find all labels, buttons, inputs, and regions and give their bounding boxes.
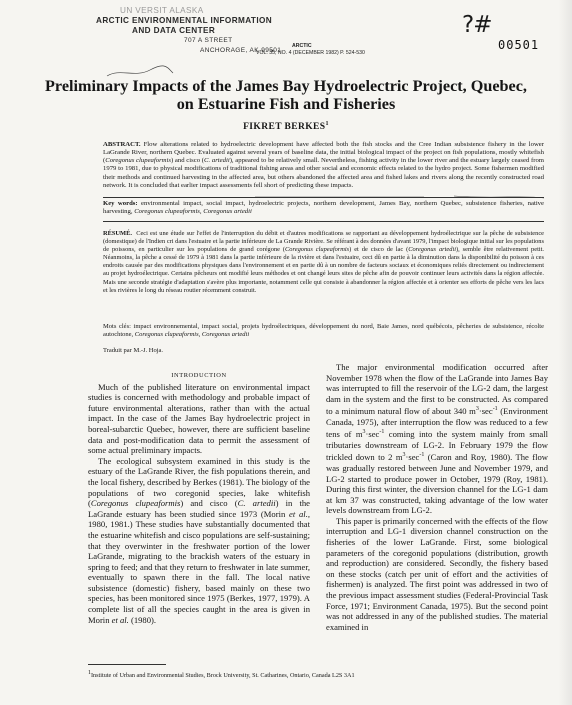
left-column [88, 371, 310, 625]
right-p1-text-g: (Caron and Roy, 1980). The flow was gradually restored between June and November 1979, and LG-2 started to produce power in October, 1979 (Roy, 1981). During this first winter, the diversion channel for the LG-1 dam at km 37 was constructed, taking advantage of the low water levels downstream from LG-2. [326, 452, 548, 516]
intro-paragraph-2 [88, 456, 310, 626]
footnote-text: Institute of Urban and Environmental Studies, Brock University, St. Catharines, Ontario, Canada L2S 3A1 [91, 672, 355, 680]
keywords-label: Key words: [103, 200, 138, 207]
keywords-species: Coregonus clupeaformis, Coregonus artedii [134, 208, 252, 216]
intro-paragraph-1: Much of the published literature on environmental impact studies is concerned with methodology and probable impact of future environmental alterations, rather than with the actual impact. In the case of the James Bay hydroelectric project in boreal-subarctic Quebec, however, there are sufficient baseline data and post-modification data to permit the assessment of some actual preliminary impacts. [88, 381, 310, 456]
abstract [103, 141, 544, 190]
footnote [88, 670, 558, 679]
resume-species-1: Coregonus clupeaformis [285, 246, 350, 254]
stamp-line-center: ARCTIC ENVIRONMENTAL INFORMATION [96, 16, 273, 25]
stamp-line-university: UN VERSIT ALASKA [120, 6, 204, 15]
footnote-divider [88, 664, 166, 665]
right-p1-exp-1: 3 [475, 406, 479, 413]
stamp-line-street: 707 A STREET [184, 37, 233, 44]
footnote-marker: 1 [88, 670, 91, 676]
accession-number: 00501 [498, 38, 540, 52]
resume-text-1: Ceci est une étude sur l'effet de l'interruption du débit et d'autres modifications se rapportant au développement hydroélectrique sur la pêche de subsistence (domestique) de l'Indien cri dans l'estuaire et la partie inférieure de La Grande Rivière. Se référant à des données d'avant 1979, l'impact biologique initial sur les populations de poissons, en particulier sur les populations de grand corégone ( [103, 230, 544, 254]
paper-title-line-2: on Estuarine Fish and Fisheries [176, 95, 396, 113]
abstract-species-1: Coregonus clupeaformis [105, 157, 171, 165]
abstract-text-3: ), appeared to be relatively small. Nevertheless, fishing activity in the lower river and the estuary largely ceased from 1979 to 1981, due to physical modifications of traditional fishing areas and other social and economic effects related to the hydro project. Some fishermen modified their methods and continued harvesting in the affected area, but others abandoned the affected area and fished lakes and rivers along the recently constructed road network. It is concluded that earlier impact assessments fell short of predicting these impacts. [103, 157, 545, 189]
intro-p2-species-1: Coregonus clupeaformis [90, 498, 181, 509]
right-column [326, 362, 548, 632]
right-p1-exp-4: -1 [379, 429, 385, 436]
resume-text-2: ) et de cisco de lac ( [349, 246, 409, 254]
right-p1-text-e: coming into the system mainly from small tributaries downstream of LG-2. In February 1979 the flow trickled down to 2 m [326, 429, 549, 463]
translator-credit: Traduit par M.-J. Hoja. [103, 347, 164, 354]
journal-name: ARCTIC [292, 43, 312, 49]
right-p1-text-a: The major environmental modification occurred after November 1978 when the flow of the LaGrande into James Bay was interrupted to fill the reservoir of the LG-2 dam, the largest dam in the system and the first to be constructed. As compared to a minimum natural flow of about 340 m [326, 362, 548, 417]
keywords [103, 200, 544, 216]
right-p1-text-d: ·sec [365, 429, 380, 440]
resume-label: RÉSUMÉ. [103, 230, 132, 237]
right-p1-text-f: ·sec [405, 452, 420, 463]
mots-cles-label: Mots clés: [103, 323, 131, 330]
intro-p2-text-b: ) and cisco ( [180, 498, 238, 509]
intro-p2-text-a: The ecological subsystem examined in this study is the estuary of the LaGrande River, the fish populations therein, and the local fishery, described by Berkes (1981). The biology of the populations of two coregonid species, lake whitefish ( [88, 455, 310, 509]
right-p1-exp-3: 3 [362, 429, 366, 436]
intro-p2-species-2: C. artedii [237, 498, 276, 509]
paper-title-line-1: Preliminary Impacts of the James Bay Hydroelectric Project, Quebec, [45, 77, 527, 95]
resume-species-2: Coregonus artedii [408, 246, 456, 254]
abstract-text-1: Flow alterations related to hydroelectric development have affected both the fish stocks and the Cree Indian subsistence fishery in the lower LaGrande River, northern Quebec. Evaluated against several years of baseline data, the initial biological impact of the project on fish populations, mostly whitefish ( [103, 141, 544, 165]
abstract-species-2: C. artedii [204, 157, 230, 165]
abstract-text-2: ) and cisco ( [170, 157, 204, 165]
stamp-line-data-center: AND DATA CENTER [132, 26, 216, 35]
section-heading-introduction: INTRODUCTION [171, 372, 227, 379]
right-paragraph-1 [326, 362, 548, 516]
stamp-line-city: ANCHORAGE, AK 99501 [200, 47, 282, 54]
author-footnote-marker: 1 [325, 121, 329, 127]
intro-p2-text-e: (1980). [128, 614, 157, 625]
intro-p2-text-d: , 1980, 1981.) These studies have substantially documented that the estuarine whitefish and cisco populations are self-sustaining; that they overwinter in the freshwater portion of the lower LaGrande, migrating to the brackish waters of the estuary in spring to feed; and that they return to freshwater in late summer, eventually to spawn there in the fall. The local native subsistence (domestic) fishery, based mainly on these two species, has been monitored since 1975 (Berkes, 1977, 1979). A complete list of all the species caught in the area is given in Morin [88, 508, 310, 625]
right-p1-exp-6: -1 [419, 452, 425, 459]
intro-p2-etal-2: et al. [111, 614, 129, 625]
journal-volume: VOL. 35, NO. 4 (DECEMBER 1982) P. 524-530 [256, 50, 365, 56]
resume-french [103, 230, 544, 295]
keywords-divider [103, 221, 544, 222]
right-p1-text-b: ·sec [478, 406, 493, 417]
mots-cles-text: impact environnemental, impact social, projets hydroélectriques, développement du nord, Baie James, nord québécois, pêcheries de subsistence, récolte autochtone, [103, 323, 544, 339]
right-p1-text-c: (Environment Canada, 1975), after interruption the flow was reduced to a few tens of m [326, 406, 548, 440]
mots-cles [103, 323, 544, 339]
right-p1-exp-5: 3 [402, 452, 406, 459]
intro-p2-text-c: ) in the LaGrande estuary has been studied since 1973 (Morin [88, 498, 310, 519]
right-paragraph-2: This paper is primarily concerned with the effects of the flow interruption and LG-1 diversion channel construction on the fisheries of the lower LaGrande. First, some biological parameters of the coregonid populations (distribution, growth and reproduction) are considered. Secondly, the fishery based on these stocks (catch per unit of effort and the activities of fishermen) is analyzed. The first point was addressed in two of the previous impact assessment studies (Federal-Provincial Task Force, 1971; Environment Canada, 1975). But the second point was not addressed in any of the published studies. The material examined in [326, 515, 548, 632]
mots-cles-species: Coregonus clupeaformis, Coregonus artedii [134, 331, 250, 339]
abstract-divider [103, 197, 544, 198]
journal-citation [256, 43, 365, 57]
resume-text-3: ), semble être relativement petit. Néanmoins, la pêche a cessé de 1979 à 1981 dans la partie inférieure de la rivière et dans l'estuaire, ceci dû en partie à la diminution dans la disponibilité du poisson à ces endroits causée par des modifications physiques dans l'environnement et en partie dû à un nombre de facteurs sociaux et économiques reliés directement ou indirectement au projet hydroélectrique. Certains pêcheurs ont modifié leurs méthodes et ont changé leurs sites de pêche afin de pouvoir continuer leurs activités dans la région affectée. Mais une seconde stratégie d'adaptation s'avère plus importante, notamment celle qui consiste à abandonner la région affectée et à orienter ses efforts de pêche vers les lacs et les rivières le long du réseau routier récemment construit. [103, 246, 544, 294]
handwritten-mark: ?# [462, 12, 492, 38]
abstract-label: ABSTRACT. [103, 141, 141, 148]
intro-p2-etal-1: et al. [289, 508, 308, 519]
author-line [0, 121, 572, 132]
page-edge-shadow [558, 0, 572, 705]
right-p1-exp-2: -1 [492, 406, 498, 413]
keywords-text: environmental impact, social impact, hydroelectric projects, northern development, James Bay, northern Quebec, subsistence fisheries, native harvesting, [103, 200, 544, 216]
author-name: FIKRET BERKES [243, 122, 326, 133]
